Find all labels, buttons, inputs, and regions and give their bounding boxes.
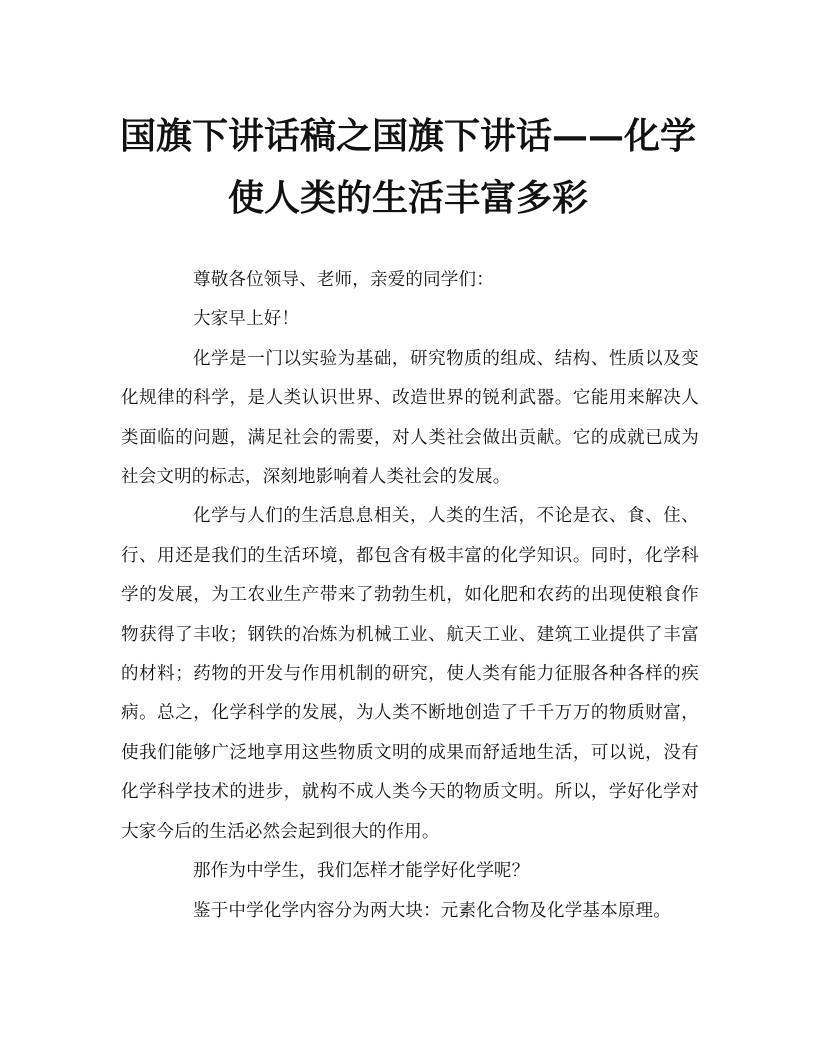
document-title-line-2: 使人类的生活丰富多彩 — [227, 177, 588, 219]
paragraph-chemistry-in-life: 化学与人们的生活息息相关，人类的生活，不论是衣、食、住、行、用还是我们的生活环境，都包含有极丰富的化学知识。同时，化学科学的发展，为工农业生产带来了勃勃生机，如化肥和农药的出现使粮食作物获得了丰收；钢铁的冶炼为机械工业、航天工业、建筑工业提供了丰富的材料；药物的开发与作用机制的研究，使人类有能力征服各种各样的疾病。总之，化学科学的发展，为人类不断地创造了千千万万的物质财富，使我们能够广泛地享用这些物质文明的成果而舒适地生活，可以说，没有化学科学技术的进步，就构不成人类今天的物质文明。所以，学好化学对大家今后的生活必然会起到很大的作用。 — [121, 506, 699, 842]
paragraph-chemistry-definition: 化学是一门以实验为基础，研究物质的组成、结构、性质以及变化规律的科学，是人类认识世界、改造世界的锐利武器。它能用来解决人类面临的问题，满足社会的需要，对人类社会做出贡献。它的成就已成为社会文明的标志，深刻地影响着人类社会的发展。 — [121, 348, 699, 488]
document-title-line-1: 国旗下讲话稿之国旗下讲话——化学 — [119, 115, 696, 157]
paragraph-morning: 大家早上好！ — [193, 309, 300, 330]
paragraph-content-split: 鉴于中学化学内容分为两大块：元素化合物及化学基本原理。 — [193, 900, 671, 921]
paragraph-question: 那作为中学生，我们怎样才能学好化学呢？ — [193, 861, 530, 882]
paragraph-greeting: 尊敬各位领导、老师，亲爱的同学们： — [193, 270, 494, 290]
document-body — [121, 261, 699, 931]
